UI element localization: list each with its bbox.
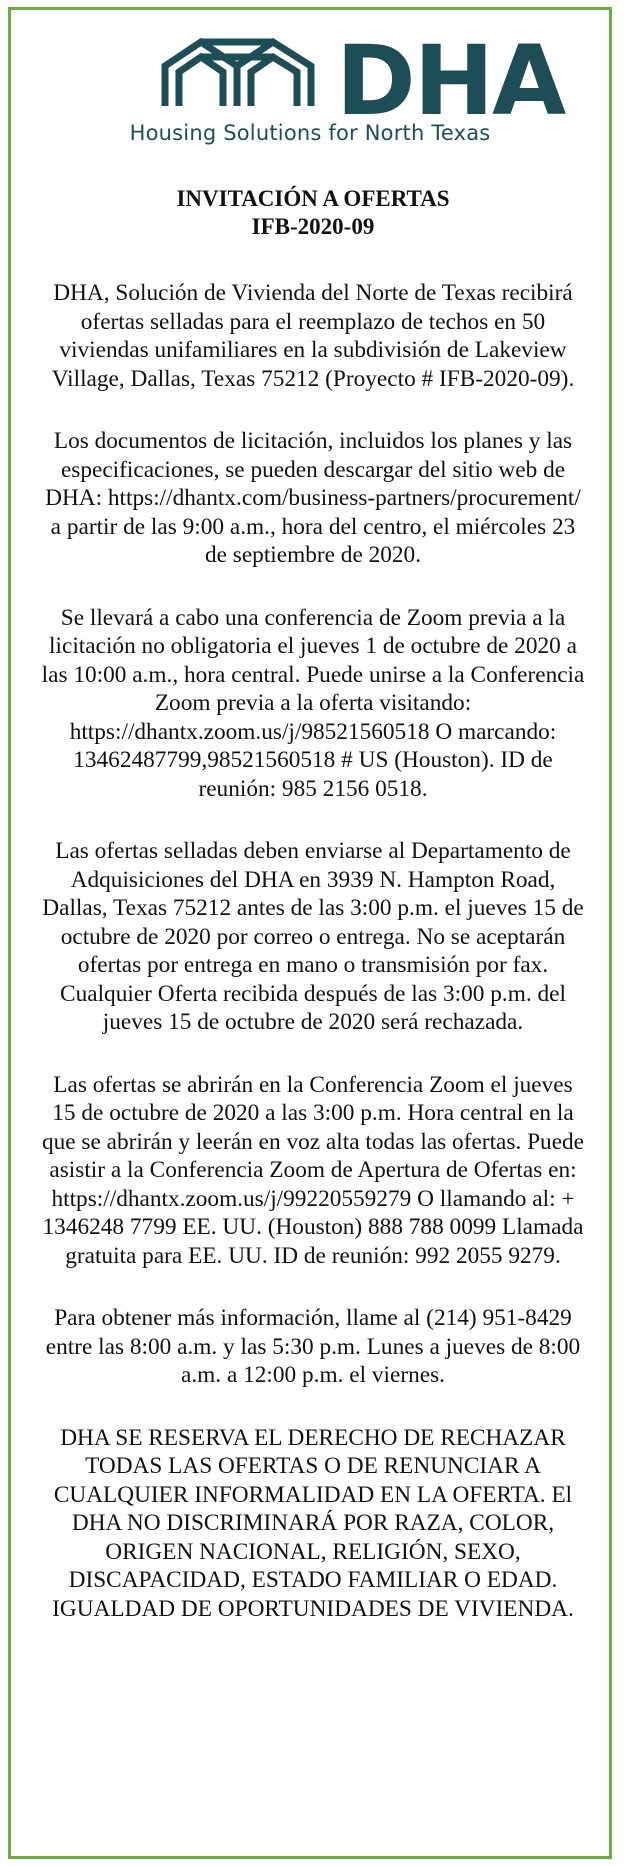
paragraph-bid-opening: Las ofertas se abrirán en la Conferencia Zoom el jueves 15 de octubre de 2020 a las 3:00 p.m. Hora central en la que se abrirán y leerán en voz alta todas las ofertas. Puede asistir a la Conferencia Zoom de Apertura de Ofertas en: https://dhantx.zoom.us/j/99220559279 O llamando al: + 1346248 7799 EE. UU. (Houston) 888 788 0099 Llamada gratuita para EE. UU. ID de reunión: 992 2055 9279. xyxy=(41,1071,585,1269)
logo-wordmark: DHA xyxy=(336,25,565,137)
paragraph-contact: Para obtener más información, llame al (214) 951-8429 entre las 8:00 a.m. y las 5:30 p.m. Lunes a jueves de 8:00 a.m. a 12:00 p.m. el viernes. xyxy=(45,1305,581,1388)
paragraph-disclaimer: DHA SE RESERVA EL DERECHO DE RECHAZAR TODAS LAS OFERTAS O DE RENUNCIAR A CUALQUIER INFORMALIDAD EN LA OFERTA. El DHA NO DISCRIMINARÁ POR RAZA, COLOR, ORIGEN NACIONAL, RELIGIÓN, SEXO, DISCAPACIDAD, ESTADO FAMILIAR O EDAD. IGUALDAD DE OPORTUNIDADES DE VIVIENDA. xyxy=(52,1424,574,1622)
notice-body xyxy=(39,185,587,1623)
paragraph-submission: Las ofertas selladas deben enviarse al Departamento de Adquisiciones del DHA en 3939 N. Hampton Road, Dallas, Texas 75212 antes de las 3:00 p.m. el jueves 15 de octubre de 2020 por correo o entrega. No se aceptarán ofertas por entrega en mano o transmisión por fax. Cualquier Oferta recibida después de las 3:00 p.m. del jueves 15 de octubre de 2020 será rechazada. xyxy=(42,838,584,1035)
paragraph-documents: Los documentos de licitación, incluidos los planes y las especificaciones, se pueden descargar del sitio web de DHA: https://dhantx.com/business-partners/procurement/ a partir de las 9:00 a.m., hora del centro, el miércoles 23 de septiembre de 2020. xyxy=(45,428,581,568)
paragraph-intro: DHA, Solución de Vivienda del Norte de Texas recibirá ofertas selladas para el reemplazo de techos en 50 viviendas unifamiliares en la subdivisión de Lakeview Village, Dallas, Texas 75212 (Proyecto # IFB-2020-09). xyxy=(51,280,575,392)
house-roofline-icon xyxy=(161,32,331,112)
logo-tagline: Housing Solutions for North Texas xyxy=(129,121,491,145)
notice-number: IFB-2020-09 xyxy=(251,214,375,239)
notice-title: INVITACIÓN A OFERTAS xyxy=(176,186,450,211)
paragraph-pre-bid-conference: Se llevará a cabo una conferencia de Zoom previa a la licitación no obligatoria el jueves 1 de octubre de 2020 a las 10:00 a.m., hora central. Puede unirse a la Conferencia Zoom previa a la oferta visitando: https://dhantx.zoom.us/j/98521560518 O marcando: 13462487799,98521560518 # US (Houston). ID de reunión: 985 2156 0518. xyxy=(41,604,585,802)
notice-border xyxy=(8,7,612,1859)
dha-logo xyxy=(11,25,609,148)
